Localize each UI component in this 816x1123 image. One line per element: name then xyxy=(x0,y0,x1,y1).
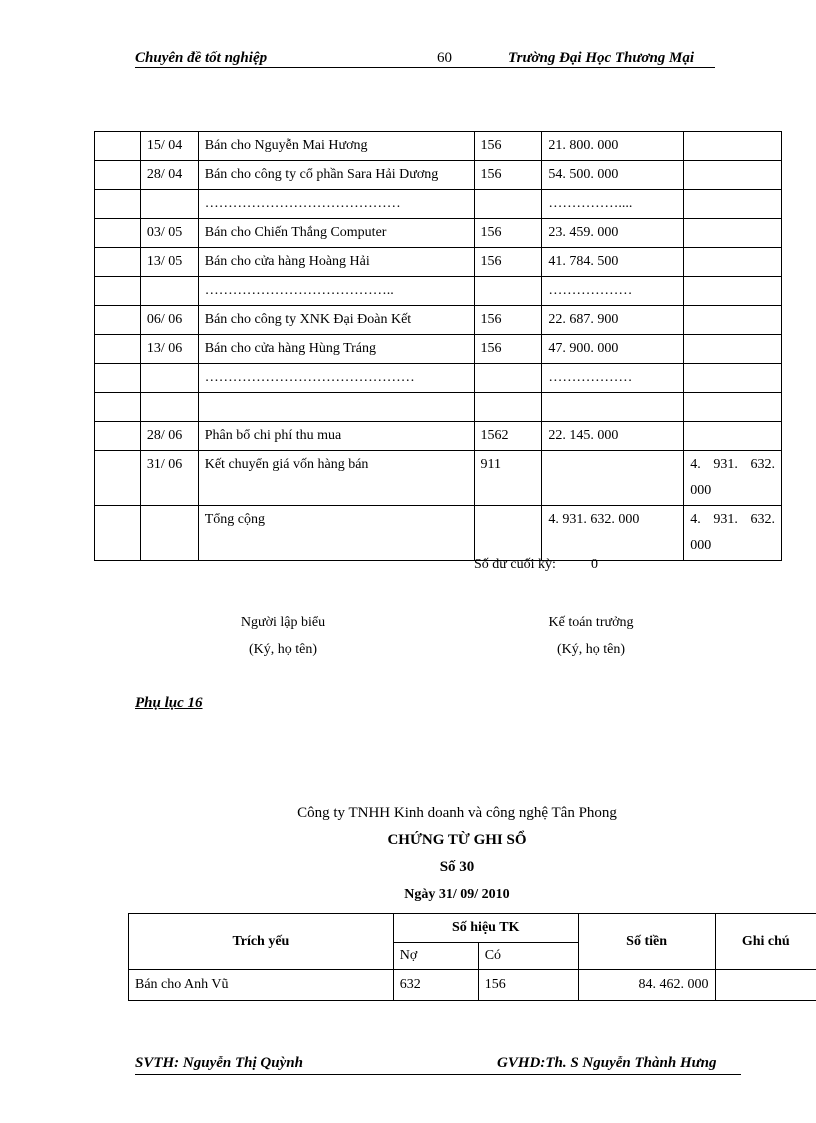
ledger-account-cell: 911 xyxy=(474,451,542,506)
ledger-credit-cell: 4. 931. 632. 000 xyxy=(684,506,782,561)
ledger-account-cell: 1562 xyxy=(474,422,542,451)
ledger-description-cell xyxy=(198,393,474,422)
ledger-row xyxy=(95,219,782,248)
footer-advisor: GVHD:Th. S Nguyễn Thành Hưng xyxy=(497,1055,717,1071)
voucher-row-description: Bán cho Anh Vũ xyxy=(129,970,394,1001)
voucher-row-debit: 632 xyxy=(393,970,478,1001)
ledger-description-cell: Bán cho cửa hàng Hoàng Hải xyxy=(198,248,474,277)
ledger-credit-cell xyxy=(684,219,782,248)
ledger-description-cell: …………………………………… xyxy=(198,190,474,219)
ledger-debit-cell: …………….... xyxy=(542,190,684,219)
preparer-signature xyxy=(203,609,363,663)
ledger-account-cell: 156 xyxy=(474,248,542,277)
appendix-label: Phụ lục 16 xyxy=(135,695,203,711)
voucher-header-amount: Số tiền xyxy=(578,914,715,970)
ledger-description-cell: ………………………………….. xyxy=(198,277,474,306)
voucher-row xyxy=(129,970,816,1001)
ledger-credit-cell xyxy=(684,132,782,161)
ledger-account-cell xyxy=(474,364,542,393)
ledger-date-cell: 15/ 04 xyxy=(140,132,198,161)
ledger-index-cell xyxy=(95,335,141,364)
ledger-account-cell: 156 xyxy=(474,219,542,248)
ledger-index-cell xyxy=(95,132,141,161)
ledger-credit-cell xyxy=(684,161,782,190)
ledger-credit-cell xyxy=(684,190,782,219)
company-name: Công ty TNHH Kinh doanh và công nghệ Tân Phong xyxy=(297,805,617,821)
ledger-row xyxy=(95,277,782,306)
ledger-row xyxy=(95,506,782,561)
header-left-title: Chuyên đề tốt nghiệp xyxy=(135,50,268,66)
ledger-account-cell xyxy=(474,277,542,306)
ledger-description-cell: Bán cho Chiến Thắng Computer xyxy=(198,219,474,248)
ledger-date-cell xyxy=(140,393,198,422)
ledger-row xyxy=(95,306,782,335)
ledger-account-cell: 156 xyxy=(474,306,542,335)
ledger-debit-cell xyxy=(542,451,684,506)
ledger-debit-cell: ……………… xyxy=(542,364,684,393)
ledger-row xyxy=(95,364,782,393)
voucher-header-description: Trích yếu xyxy=(129,914,394,970)
ledger-description-cell: Tổng cộng xyxy=(198,506,474,561)
ledger-description-cell: Bán cho công ty cổ phần Sara Hải Dương xyxy=(198,161,474,190)
ledger-description-cell: Kết chuyển giá vốn hàng bán xyxy=(198,451,474,506)
ledger-debit-cell: 41. 784. 500 xyxy=(542,248,684,277)
accountant-signature xyxy=(511,609,671,663)
ledger-index-cell xyxy=(95,190,141,219)
header-rule xyxy=(135,67,715,68)
ledger-description-cell: Bán cho công ty XNK Đại Đoàn Kết xyxy=(198,306,474,335)
ledger-credit-cell xyxy=(684,393,782,422)
footer-student: SVTH: Nguyễn Thị Quỳnh xyxy=(135,1055,303,1071)
ledger-row xyxy=(95,335,782,364)
ledger-debit-cell: 22. 687. 900 xyxy=(542,306,684,335)
ledger-date-cell: 28/ 06 xyxy=(140,422,198,451)
voucher-date: Ngày 31/ 09/ 2010 xyxy=(404,887,510,902)
ledger-credit-cell xyxy=(684,277,782,306)
ledger-index-cell xyxy=(95,161,141,190)
voucher-row-credit: 156 xyxy=(478,970,578,1001)
ledger-date-cell: 13/ 06 xyxy=(140,335,198,364)
ledger-account-cell xyxy=(474,393,542,422)
ledger-index-cell xyxy=(95,451,141,506)
ledger-account-cell xyxy=(474,190,542,219)
ledger-date-cell: 03/ 05 xyxy=(140,219,198,248)
ledger-row xyxy=(95,190,782,219)
ledger-date-cell: 06/ 06 xyxy=(140,306,198,335)
voucher-header-debit: Nợ xyxy=(393,943,478,970)
ledger-account-cell xyxy=(474,506,542,561)
ledger-index-cell xyxy=(95,248,141,277)
ledger-date-cell xyxy=(140,364,198,393)
ledger-index-cell xyxy=(95,277,141,306)
ledger-row xyxy=(95,451,782,506)
ledger-account-cell: 156 xyxy=(474,335,542,364)
page-number: 60 xyxy=(437,50,452,66)
voucher-row-note xyxy=(715,970,816,1001)
voucher-header-note: Ghi chú xyxy=(715,914,816,970)
voucher-number: Số 30 xyxy=(439,859,475,875)
ledger-index-cell xyxy=(95,364,141,393)
closing-balance-value: 0 xyxy=(591,557,598,572)
voucher-title: CHỨNG TỪ GHI SỔ xyxy=(387,832,527,848)
ledger-debit-cell: 54. 500. 000 xyxy=(542,161,684,190)
ledger-debit-cell: 22. 145. 000 xyxy=(542,422,684,451)
ledger-description-cell: ……………………………………… xyxy=(198,364,474,393)
ledger-debit-cell xyxy=(542,393,684,422)
ledger-credit-cell xyxy=(684,335,782,364)
ledger-index-cell xyxy=(95,506,141,561)
ledger-date-cell: 28/ 04 xyxy=(140,161,198,190)
ledger-row xyxy=(95,161,782,190)
ledger-debit-cell: 4. 931. 632. 000 xyxy=(542,506,684,561)
ledger-row xyxy=(95,132,782,161)
ledger-description-cell: Phân bổ chi phí thu mua xyxy=(198,422,474,451)
ledger-account-cell: 156 xyxy=(474,161,542,190)
ledger-index-cell xyxy=(95,306,141,335)
preparer-title: Người lập biểu xyxy=(240,615,326,630)
ledger-date-cell xyxy=(140,190,198,219)
ledger-date-cell: 13/ 05 xyxy=(140,248,198,277)
voucher-table xyxy=(128,913,816,1001)
voucher-row-amount: 84. 462. 000 xyxy=(578,970,715,1001)
preparer-note: (Ký, họ tên) xyxy=(248,642,318,657)
ledger-description-cell: Bán cho Nguyễn Mai Hương xyxy=(198,132,474,161)
ledger-credit-cell: 4. 931. 632. 000 xyxy=(684,451,782,506)
header-right-title: Trường Đại Học Thương Mại xyxy=(508,50,695,66)
voucher-header-credit: Có xyxy=(478,943,578,970)
ledger-row xyxy=(95,422,782,451)
footer-rule xyxy=(135,1074,741,1075)
ledger-credit-cell xyxy=(684,422,782,451)
ledger-debit-cell: 23. 459. 000 xyxy=(542,219,684,248)
ledger-description-cell: Bán cho cửa hàng Hùng Tráng xyxy=(198,335,474,364)
ledger-debit-cell: ……………… xyxy=(542,277,684,306)
ledger-row xyxy=(95,393,782,422)
closing-balance-label: Số dư cuối kỳ: xyxy=(474,557,556,572)
ledger-debit-cell: 47. 900. 000 xyxy=(542,335,684,364)
ledger-credit-cell xyxy=(684,306,782,335)
ledger-index-cell xyxy=(95,393,141,422)
ledger-table xyxy=(94,131,782,561)
ledger-account-cell: 156 xyxy=(474,132,542,161)
voucher-header-account-no: Số hiệu TK xyxy=(393,914,578,943)
ledger-credit-cell xyxy=(684,364,782,393)
ledger-date-cell xyxy=(140,506,198,561)
ledger-date-cell xyxy=(140,277,198,306)
accountant-title: Kế toán trưởng xyxy=(548,615,634,630)
ledger-index-cell xyxy=(95,219,141,248)
ledger-index-cell xyxy=(95,422,141,451)
accountant-note: (Ký, họ tên) xyxy=(556,642,626,657)
ledger-credit-cell xyxy=(684,248,782,277)
ledger-date-cell: 31/ 06 xyxy=(140,451,198,506)
ledger-row xyxy=(95,248,782,277)
ledger-debit-cell: 21. 800. 000 xyxy=(542,132,684,161)
